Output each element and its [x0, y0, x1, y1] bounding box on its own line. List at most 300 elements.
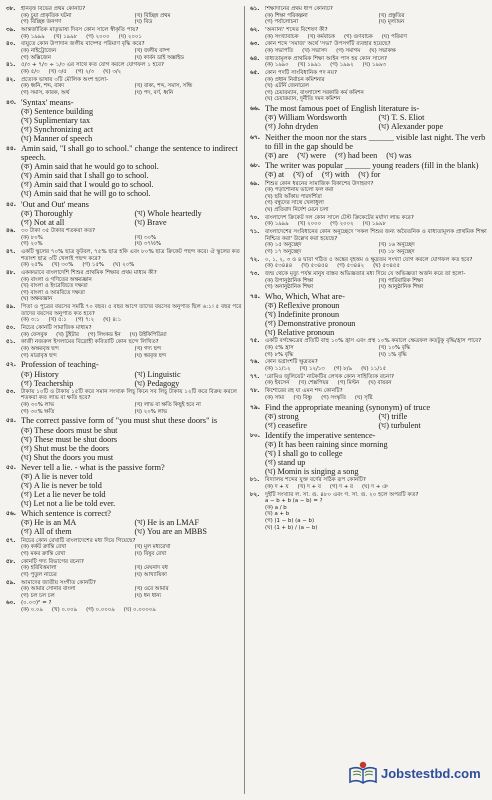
question-number: ৭২. — [250, 256, 260, 263]
question-line — [6, 416, 244, 425]
answer-option: (ক) He is an MA — [21, 518, 77, 528]
answer-option: (গ) Synchronizing act — [21, 124, 94, 134]
answer-option: (ঘ) ১৯৯৮ — [362, 221, 386, 228]
answer-option: (ঘ) স্বরবৃত্ত ছন্দ — [134, 352, 167, 359]
question-text: Identify the imperative sentence- — [265, 430, 376, 440]
answer-option: (খ) গদ্য ছন্দ — [134, 346, 162, 353]
question-number: ৬৩. — [250, 41, 260, 48]
question-item — [250, 133, 488, 160]
question-item — [250, 161, 488, 179]
answer-options — [6, 332, 244, 339]
answer-option: (ঘ) উইকিপিডিয়া — [129, 331, 167, 338]
answer-options — [250, 77, 488, 103]
question-number: ৫০. — [6, 325, 16, 332]
question-item — [250, 292, 488, 337]
answer-option: (ক) উপানুষ্ঠানিক শিক্ষা — [265, 277, 314, 284]
answer-options — [250, 170, 488, 179]
answer-option: (খ) ৩০% — [51, 262, 74, 269]
answer-options — [250, 412, 488, 430]
answer-options — [250, 484, 488, 491]
answer-option: (খ) বাক্য, শব্দ, সমাস, সন্ধি — [134, 83, 193, 90]
question-item — [250, 6, 488, 26]
answer-option: (খ) কর্মবাচক — [307, 33, 335, 40]
answer-option: (ঘ) মূল্যায়ন — [378, 19, 405, 26]
answer-option: (ক) ফেসবুক — [21, 331, 48, 338]
question-number: ৭৫. — [250, 338, 260, 345]
answer-option: (ক) ইবসেন — [265, 380, 290, 387]
question-item — [250, 41, 488, 54]
answer-option: (ক) Thoroughly — [21, 208, 73, 218]
question-number: ৩৯. — [6, 26, 16, 33]
question-line — [6, 27, 244, 34]
answer-options — [6, 544, 244, 557]
answer-option: (খ) ২০০০ — [297, 221, 322, 228]
answer-options — [250, 34, 488, 41]
question-text: নিচের কোনটি সামাজিক মাধ্যম? — [21, 325, 92, 332]
question-line — [6, 62, 244, 69]
question-item — [6, 580, 244, 600]
answer-options — [250, 151, 488, 160]
question-item — [6, 325, 244, 338]
question-number: ৫৮. — [6, 558, 16, 565]
answer-option: (ঘ) ৩/২ — [103, 68, 122, 75]
question-line — [250, 431, 488, 440]
question-text: টাকায় ১০টি ও টাকায় ১৫টি করে সমান সংখ্যক লিচু কিনে সব লিচু টাকায় ১২টি করে বিক্রয় করলে শতকরা কত লাভ বা ক্ষতি হবে? — [21, 388, 237, 402]
question-text: The writer was popular ______ young readers (fill in the blank) — [265, 161, 479, 171]
question-number: ৪৭. — [6, 249, 16, 255]
answer-option: (ঘ) চেয়ারম্যান, দুর্নীতি দমন কমিশন — [265, 96, 341, 103]
answer-option: (ঘ) ১% বৃদ্ধি — [378, 351, 407, 358]
question-line — [6, 325, 244, 332]
question-text: আমাদের জাতীয় সংগীত কোনটি? — [21, 579, 96, 586]
answer-option: (ক) ১৫ অনুচ্ছেদ — [265, 242, 302, 249]
answer-option: (ক) ৩০% লাভ — [21, 402, 55, 409]
question-number: ৬১. — [250, 6, 260, 12]
answer-options — [250, 242, 488, 255]
answer-option: (গ) Let a lie never be told — [21, 489, 106, 499]
answer-option: (ক) are — [265, 151, 289, 161]
question-text: একটি স্কুলের ৭০% ছাত্র ফুটবল, ৭৫% ছাত্র হকি এবং ৮০% ছাত্র ক্রিকেট পছন্দ করে। ঐ স্কুলের কত শতাংশ ছাত্র ৩টি খেলাই পছন্দ করে? — [21, 249, 240, 262]
question-item — [6, 339, 244, 359]
question-number: ৫৭. — [6, 537, 16, 544]
answer-option: (ক) ৮০% — [21, 234, 43, 241]
question-line — [6, 270, 244, 277]
question-item — [6, 538, 244, 558]
question-item — [250, 181, 488, 214]
answer-options — [6, 565, 244, 578]
answer-option: (খ) Amin said that I shall go to school. — [21, 171, 149, 181]
answer-options — [250, 13, 488, 26]
answer-option: (খ) বাংলা ও ইংরেজিতে দক্ষতা — [21, 283, 88, 290]
answer-option: (গ) ১৭ অনুচ্ছেদ — [265, 248, 302, 255]
question-item — [250, 338, 488, 358]
question-item — [250, 257, 488, 270]
answer-option: (গ) অনানুষ্ঠানিক শিক্ষা — [265, 284, 314, 291]
answer-option: (গ) গুণবাচক — [343, 33, 373, 40]
question-text: Amin said, "I shall go to school." change the sentence to indirect speech. — [21, 144, 238, 163]
question-item — [6, 77, 244, 97]
answer-option: (ক) বাংলা ও গণিতের অক্ষরজ্ঞান — [21, 276, 92, 283]
question-number: ৫২. — [6, 361, 17, 369]
question-line — [250, 292, 488, 301]
answer-option: (গ) ৮/৯ — [333, 366, 353, 373]
answer-options — [6, 518, 244, 536]
answer-option: a − b + b (a − b) = ? — [265, 498, 323, 505]
question-line — [6, 559, 244, 566]
answer-options — [250, 440, 488, 476]
answer-option: (গ) চেয়ারম্যান, বাংলাদেশ সরকারি কর্ম কমিশন — [265, 89, 364, 96]
answer-option: (ক) ৫% হ্রাস — [265, 345, 294, 352]
question-number: ৪০. — [6, 41, 16, 48]
question-text: জন্ম থেকে মৃত্যু পর্যন্ত মানুষ বাস্তব অভিজ্ঞতার মধ্য দিয়ে যে অভিজ্ঞতা অর্জন করে তা হলো- — [265, 271, 466, 278]
question-line — [250, 181, 488, 188]
answer-option: (ক) ২৫% — [21, 262, 43, 269]
answer-option: (ক) সাম্য — [265, 394, 285, 401]
answer-option: (গ) সমাগম — [336, 47, 361, 54]
answer-option: (গ) বিচ্ছিন্ন জনগণ — [21, 19, 62, 26]
answer-option: (ক) নাইট্রোজেন — [21, 47, 57, 54]
question-number: ৮২. — [250, 491, 260, 498]
answer-option: (খ) ওরে আমার — [134, 586, 169, 593]
question-number: ৪৫. — [6, 200, 17, 208]
question-item — [250, 229, 488, 255]
answer-option: (ক) ধ্বনি, শব্দ, বাক্য — [21, 83, 65, 90]
answer-option: (গ) অক্সিজেন — [21, 54, 51, 61]
answer-option: (গ) পুতুল নাচের — [21, 571, 57, 578]
answer-option: (ক) at — [265, 170, 285, 180]
answer-option: (ক) ৩:১ — [21, 317, 40, 324]
answer-option: (খ) দ + ব — [297, 483, 321, 490]
question-text: Profession of teaching- — [21, 360, 99, 370]
question-text: The most famous poet of English literature is- — [265, 104, 420, 114]
answer-options — [250, 395, 488, 402]
answer-option: (ঘ) ১৯৯৩ — [362, 62, 386, 69]
question-number: ৫৫. — [6, 463, 17, 471]
answer-option: (ঘ) ৫৩৪৫৫ — [373, 263, 400, 270]
question-item — [250, 403, 488, 430]
answer-option: (গ) ২/৩ — [75, 68, 95, 75]
answer-option: (খ) মূল মধ্যরেখা — [134, 544, 171, 551]
question-number: ৭৭. — [250, 373, 260, 380]
question-line — [250, 271, 488, 278]
question-item — [250, 477, 488, 490]
question-number: ৪৪. — [6, 145, 17, 153]
answer-option: (ক) চুয়া প্রাকৃতিক ঘটনা — [21, 12, 72, 19]
answer-option: (ক) ১৯৯৯ — [21, 33, 45, 40]
question-text: আন্তর্জাতিক মাতৃভাষা দিবস কোন সালে স্বীকৃতি পায়? — [21, 26, 139, 33]
answer-options — [250, 498, 488, 531]
question-line — [6, 463, 244, 472]
answer-option: (খ) I shall go to college — [265, 449, 343, 459]
question-line — [6, 389, 244, 402]
answer-options — [6, 607, 244, 614]
answer-options — [250, 301, 488, 337]
question-line — [250, 477, 488, 484]
question-number: ৮১. — [250, 477, 260, 484]
answer-option: (খ) These must be shut doors — [21, 434, 118, 444]
answer-options — [250, 62, 488, 69]
answer-option: (গ) মাত্রাবৃত্ত ছন্দ — [21, 352, 57, 359]
question-number: ৪৬. — [6, 228, 16, 235]
question-text: পিতা ও পুত্রের বয়সের সমষ্টি ৭০ বছর। ৫ বছর আগে তাদের বয়সের অনুপাত ছিল ৬:১। ৫ বছর পরে তাদের বয়সের অনুপাত কত হবে? — [21, 304, 242, 317]
question-item — [6, 249, 244, 269]
answer-options — [6, 472, 244, 508]
question-item — [6, 98, 244, 143]
answer-option: (খ) A lie is never be told — [21, 480, 102, 490]
answer-option: (ক) আমার সোনার বাংলা — [21, 586, 76, 593]
question-line — [250, 70, 488, 77]
answer-option: (ক) William Wordsworth — [265, 113, 347, 123]
answer-option: (খ) ১০% বৃদ্ধি — [378, 345, 411, 352]
question-number: ৬৫. — [250, 70, 260, 77]
answer-option: (ঘ) ০.০০০০৯ — [123, 607, 156, 614]
answer-option: (ঘ) পদ, বর্ণ, ধ্বনি — [134, 89, 174, 96]
question-number: ৩৮. — [6, 6, 16, 12]
answer-option: (খ) টুইটার — [56, 331, 79, 338]
question-item — [6, 304, 244, 324]
answer-option: (ঘ) (1 + b) / (a − b) — [265, 524, 318, 531]
answer-option: (খ) ৫:১ — [48, 317, 67, 324]
question-line — [250, 388, 488, 395]
question-text: কোনটি গদ্য বিভাগের রচনা? — [21, 558, 84, 565]
answer-options — [250, 48, 488, 55]
answer-option: (খ) ১৯৯৮ — [53, 33, 78, 40]
answer-option: (গ) ceasefire — [265, 420, 307, 430]
answer-option: (গ) বন্ধুদের সাথে খেলাধুলা — [265, 200, 324, 207]
question-number: ৫৬. — [6, 510, 17, 518]
question-text: শিক্ষাদানের প্রথম ধাপ কোনটি? — [265, 6, 333, 12]
answer-option: (ক) অক্ষরবৃত্ত ছন্দ — [21, 346, 59, 353]
answer-options — [250, 278, 488, 291]
answer-option: (ঘ) ধন ধান্য — [134, 592, 162, 599]
answer-option: (খ) লাভ বা ক্ষতি কিছুই হবে না — [134, 402, 201, 409]
question-line — [6, 6, 244, 13]
answer-option: (ঘ) ২০% লাভ — [134, 408, 168, 415]
question-text: একটি বর্গক্ষেত্রের প্রতিটি বাহু ১০% হ্রাস এবং প্রস্থ ১০% কমালে ক্ষেত্রফল কতটুকু বৃদ্ধি/হ্রাস পাবে? — [265, 338, 482, 345]
question-item — [6, 389, 244, 415]
question-line — [6, 41, 244, 48]
question-line — [6, 600, 244, 607]
question-item — [250, 492, 488, 532]
answer-option: (গ) Not at all — [21, 217, 65, 227]
question-text: নিচের কোন রেখাটি বাংলাদেশের মধ্য দিয়ে গিয়েছে? — [21, 537, 136, 544]
question-item — [6, 416, 244, 461]
answer-option: (ঘ) প্রতিবাদ নির্দেশ মেনে চলা — [265, 207, 329, 213]
answer-options — [250, 263, 488, 270]
answer-option: (খ) ৩/৫ — [48, 68, 67, 75]
answer-option: (গ) All of them — [21, 527, 72, 537]
question-item — [6, 600, 244, 613]
answer-option: (গ) had been — [335, 151, 378, 161]
answer-options — [6, 370, 244, 388]
question-item — [250, 271, 488, 291]
answer-option: (খ) ১৬ অনুচ্ছেদ — [378, 242, 415, 249]
question-text: হীনবৃত্ত বিভের প্রথম কোনটি? — [21, 6, 86, 12]
answer-option: (খ) বিষ্ণু — [293, 394, 313, 401]
answer-option: (গ) ০.০০০৯ — [86, 607, 115, 614]
answer-option: (ঘ) ২০% — [113, 262, 135, 269]
answer-option: (খ) Whole heartedly — [134, 208, 202, 218]
question-text: 'Syntax' means- — [21, 97, 74, 107]
question-line — [6, 509, 244, 518]
question-line — [250, 492, 488, 499]
question-text: প্রত্যেক ভাষার ৩টি মৌলিক অংশ হলো- — [21, 76, 109, 83]
answer-option: (গ) ৮% বৃদ্ধি — [265, 351, 294, 358]
question-line — [250, 374, 488, 381]
question-text: এককভাবে বাংলাদেশি শিশুর প্রাথমিক শিক্ষার প্রথম মাধ্যম কী? — [21, 269, 157, 276]
answer-option: (গ) দ + র — [329, 483, 354, 490]
answer-options — [250, 113, 488, 131]
question-item — [6, 6, 244, 26]
right-question-column — [250, 6, 488, 794]
answer-option: (ক) Reflexive pronoun — [265, 301, 340, 311]
answer-option: (ঘ) পরিমাণ — [381, 33, 407, 40]
answer-option: (গ) পর্যালোচনা — [265, 19, 299, 26]
question-text: কোন শব্দে 'সমাজ' অর্থে 'সভা' উপসর্গটি ব্যবহার হয়েছে? — [265, 41, 391, 48]
answer-option: (ক) These doors must be shut — [21, 425, 118, 435]
question-text: শিশুর কোন ধরনের সামাজিক বিকাশের উদাহরণ? — [265, 180, 374, 187]
answer-option: (ঘ) Momin is singing a song — [265, 467, 359, 477]
answer-options — [6, 277, 244, 303]
answer-option: (খ) of — [293, 170, 313, 180]
answer-option: (খ) ছবি আঁকায় পারদর্শিতা — [265, 193, 322, 200]
question-item — [250, 374, 488, 387]
answer-option: (ঘ) কার্বন ডাই অক্সাইড — [134, 54, 185, 61]
question-text: কাজী নজরুল ইসলামের বিদ্রোহী কবিতাটি কোন ছন্দে লিখিত? — [21, 339, 159, 346]
answer-option: (ক) ৫৩৪৪৪ — [265, 263, 293, 270]
question-item — [6, 41, 244, 61]
answer-option: (খ) a + b — [265, 511, 290, 518]
question-line — [250, 359, 488, 366]
question-text: বাধ্যতামূলক প্রাথমিক শিক্ষা আইন পাস হয় কোন সালে? — [265, 55, 388, 62]
question-number: ৫১. — [6, 339, 16, 346]
answer-option: (গ) ৩০% ক্ষতি — [21, 408, 55, 415]
answer-option: (ঘ) Relative pronoun — [265, 328, 335, 338]
question-number: ৫৩. — [6, 388, 16, 395]
question-line — [250, 338, 488, 345]
answer-option: (গ) John dryden — [265, 122, 319, 132]
question-item — [250, 27, 488, 40]
answer-option: (গ) Amin said that I would go to school. — [21, 180, 154, 190]
answer-option: (ক) a / b — [265, 504, 287, 511]
answer-options — [250, 345, 488, 358]
answer-option: (ঘ) Brave — [134, 217, 167, 227]
answer-option: (খ) Linguistic — [134, 369, 181, 379]
question-line — [250, 229, 488, 242]
answer-option: (ঘ) বিষুব রেখা — [134, 550, 167, 557]
answer-option: (খ) He is an LMAF — [134, 518, 200, 528]
watermark-text: Jobstestbd.com — [381, 765, 481, 781]
question-line — [250, 403, 488, 412]
question-text: (০.০৩)² = ? — [21, 600, 52, 607]
answer-option: (গ) (1 − b) (a − b) — [265, 518, 315, 525]
question-number: ৭১. — [250, 229, 260, 236]
question-number: ৭৮. — [250, 388, 260, 395]
question-number: ৪৩. — [6, 98, 17, 106]
question-number: ৬৮. — [250, 162, 261, 170]
question-text: বায়ুতে কোন উপাদান জলীয় বাষ্পের পরিমাণ বৃদ্ধি করে? — [21, 41, 145, 48]
answer-option: (ঘ) ১৮ অনুচ্ছেদ — [378, 248, 415, 255]
question-number: ৬২. — [250, 26, 260, 33]
answer-option: (ঘ) আখ্যায়িকা — [134, 571, 167, 578]
answer-option: (খ) ৫৩৪৫৪ — [301, 263, 329, 270]
question-number: ৪৯. — [6, 304, 16, 311]
question-line — [250, 27, 488, 34]
answer-option: (ক) strong — [265, 411, 299, 421]
answer-option: (গ) Shut must be the doors — [21, 443, 109, 453]
question-text: Neither the moon nor the stars ______ visible last night. The verb to fill in the gap should be — [265, 132, 486, 151]
answer-option: (ক) ১১/১২ — [265, 366, 291, 373]
question-number: ৬৭. — [250, 133, 261, 141]
answer-options — [6, 235, 244, 248]
answer-option: (ঘ) Amin said that he will go to school. — [21, 189, 151, 199]
answer-option: (গ) মিল্টন — [337, 380, 360, 387]
answer-option: (ঘ) Let not a lie be told ever. — [21, 498, 116, 508]
answer-option: (খ) Suplimentary tax — [21, 115, 91, 125]
answer-option: (ঘ) দ + ঞ — [362, 483, 388, 490]
answer-option: (ক) শিক্ষা পরিকল্পনা — [265, 12, 308, 19]
question-number: ৮০. — [250, 431, 261, 439]
answer-option: (গ) ৫৩৪৪২ — [337, 263, 365, 270]
question-item — [250, 431, 488, 476]
answer-option: (ঘ) অক্ষরজ্ঞান — [21, 296, 53, 303]
question-item — [6, 200, 244, 227]
question-text: 'রোমিও জুলিয়েট' নাটকটির লেখক কোন সাহিত্যিক রচনা? — [265, 373, 394, 380]
question-text: ০, ১, ২, ৩ ও ৪ দ্বারা গঠিত ৫ অঙ্কের বৃহত্তম ও ক্ষুদ্রতম সংখ্যা যোগ করলে যোগফল কত হবে? — [265, 256, 473, 263]
question-text: ৫/৩ + ৭/৩ ÷ ১/৩ এর সাথে কত যোগ করলে যোগফল ১ হবে? — [21, 62, 164, 69]
answer-option: (ঘ) Manner of speech — [21, 133, 93, 143]
question-line — [250, 56, 488, 63]
answer-option: (ঘ) Alexander pope — [378, 122, 444, 132]
answer-options — [250, 366, 488, 373]
answer-option: (খ) were — [297, 151, 327, 161]
question-item — [6, 463, 244, 508]
question-text: Who, Which, What are- — [265, 292, 345, 302]
question-item — [6, 228, 244, 248]
question-text: বিদ্যালয় শব্দের যুক্ত বর্ণের সঠিক রূপ কোনটি? — [265, 477, 366, 484]
question-line — [6, 77, 244, 84]
question-text: দুইটি সংখ্যার ল. সা. গু. ৪৮০ এবং গ. সা. গু. ২০ হলে অপরটি কত? — [265, 491, 419, 498]
answer-options — [6, 346, 244, 359]
answer-option: (ক) দ + য — [265, 483, 289, 490]
answer-option: (ক) ০.০৯ — [21, 607, 43, 614]
question-number: ৪১. — [6, 62, 16, 69]
answer-option: (ঘ) সভাকক্ষ — [369, 47, 396, 54]
answer-option: (ঘ) বিড — [134, 19, 153, 26]
answer-option: (ক) প্রধান নির্বাচন কমিশনার — [265, 76, 325, 83]
answer-option: (ক) It has been raining since morning — [265, 440, 388, 450]
answer-option: (ক) কর্কট ক্রান্তি রেখা — [21, 544, 67, 551]
answer-option: (ঘ) Pedagogy — [134, 378, 180, 388]
question-text: ৩০ টাকা ৩৫ টাকার শতকরা কত? — [21, 228, 96, 235]
answer-option: (ক) Sentence building — [21, 106, 94, 116]
question-number: ৬৬. — [250, 105, 261, 113]
answer-option: (গ) সংস্কৃতি — [321, 394, 346, 401]
question-text: বাংলাদেশ ক্রিকেট দল কোন সালে টেস্ট ক্রিকেটের মর্যাদা লাভ করে? — [265, 214, 414, 221]
answer-option: (খ) মেঘনাদ বধ — [134, 565, 168, 572]
answer-option: (খ) Indefinite pronoun — [265, 310, 340, 320]
question-item — [6, 270, 244, 303]
question-number: ৭৬. — [250, 359, 260, 366]
column-divider — [244, 6, 245, 794]
answer-option: (খ) পারিবারিক শিক্ষা — [378, 277, 423, 284]
question-number: ৬৪. — [250, 55, 260, 62]
question-line — [6, 144, 244, 162]
answer-option: (ঘ) ২০০১ — [118, 33, 142, 40]
answer-option: (ঘ) turbulent — [378, 420, 421, 430]
question-line — [6, 360, 244, 369]
answer-option: (গ) ১৫% — [82, 262, 104, 269]
